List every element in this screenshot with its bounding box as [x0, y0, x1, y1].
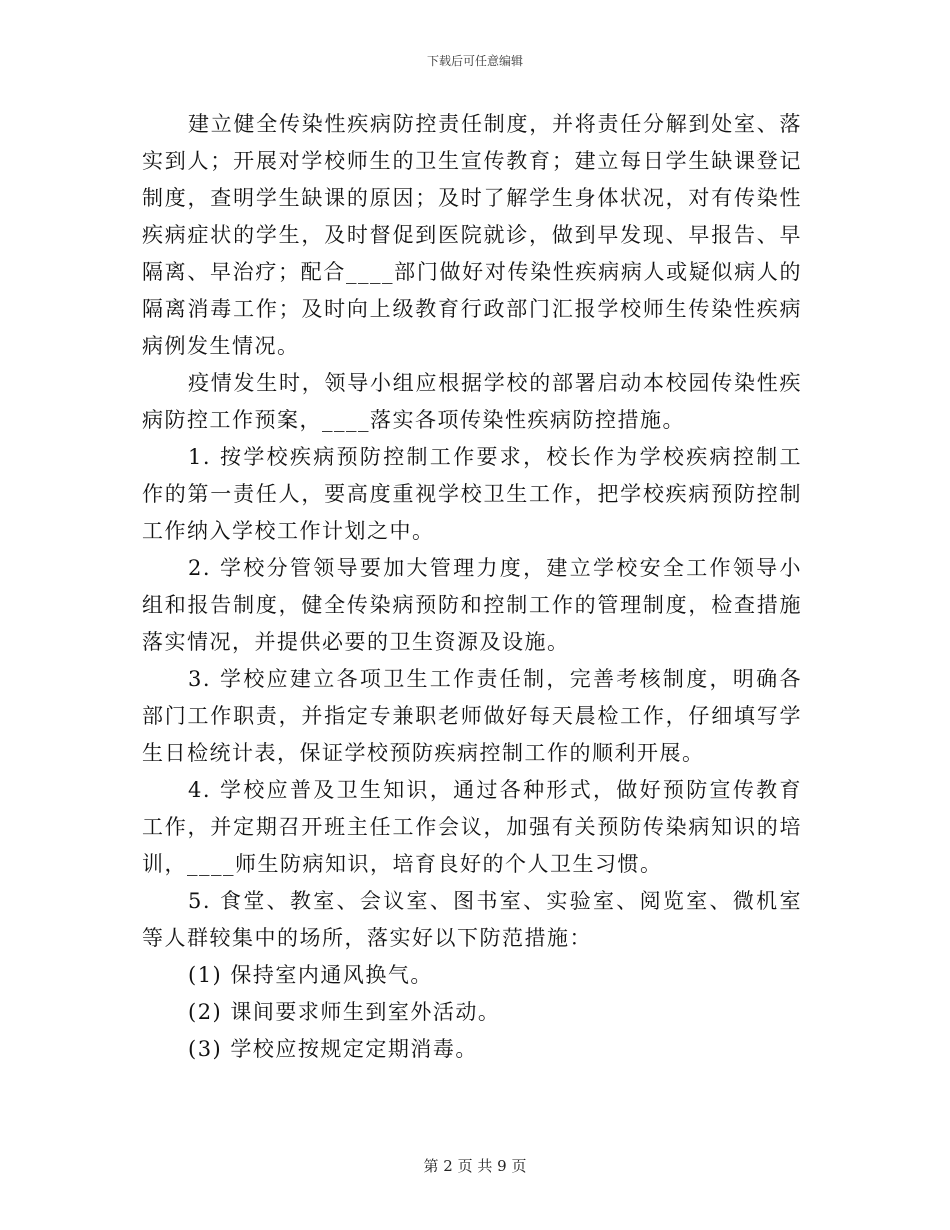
paragraph-responsibility: 建立健全传染性疾病防控责任制度，并将责任分解到处室、落实到人；开展对学校师生的卫生宣传教育；建立每日学生缺课登记制度，查明学生缺课的原因；及时了解学生身体状况，对有传染性疾病症状的学生，及时督促到医院就诊，做到早发现、早报告、早隔离、早治疗；配合____部门做好对传染性疾病病人或疑似病人的隔离消毒工作；及时向上级教育行政部门汇报学校师生传染性疾病病例发生情况。: [142, 112, 802, 358]
list-item-5: 5. 食堂、教室、会议室、图书室、实验室、阅览室、微机室等人群较集中的场所，落实好以下防范措施：: [142, 889, 802, 950]
sub-item-2: (2) 课间要求师生到室外活动。: [188, 1000, 501, 1024]
list-item-2: 2. 学校分管领导要加大管理力度，建立学校安全工作领导小组和报告制度，健全传染病预防和控制工作的管理制度，检查措施落实情况，并提供必要的卫生资源及设施。: [142, 556, 802, 654]
list-item-1: 1. 按学校疾病预防控制工作要求，校长作为学校疾病控制工作的第一责任人，要高度重视学校卫生工作，把学校疾病预防控制工作纳入学校工作计划之中。: [142, 445, 802, 543]
list-item-4: 4. 学校应普及卫生知识，通过各种形式，做好预防宣传教育工作，并定期召开班主任工作会议，加强有关预防传染病知识的培训，____师生防病知识，培育良好的个人卫生习惯。: [142, 778, 802, 876]
page-header: 下载后可任意编辑: [426, 54, 523, 68]
sub-item-3: (3) 学校应按规定定期消毒。: [188, 1037, 478, 1061]
document-body: [142, 106, 802, 1068]
sub-item-1: (1) 保持室内通风换气。: [188, 963, 433, 987]
list-item-3: 3. 学校应建立各项卫生工作责任制，完善考核制度，明确各部门工作职责，并指定专兼职老师做好每天晨检工作，仔细填写学生日检统计表，保证学校预防疾病控制工作的顺利开展。: [142, 667, 802, 765]
page-footer: 第 2 页 共 9 页: [423, 1157, 527, 1175]
paragraph-outbreak: 疫情发生时，领导小组应根据学校的部署启动本校园传染性疾病防控工作预案，____落实各项传染性疾病防控措施。: [142, 371, 802, 432]
